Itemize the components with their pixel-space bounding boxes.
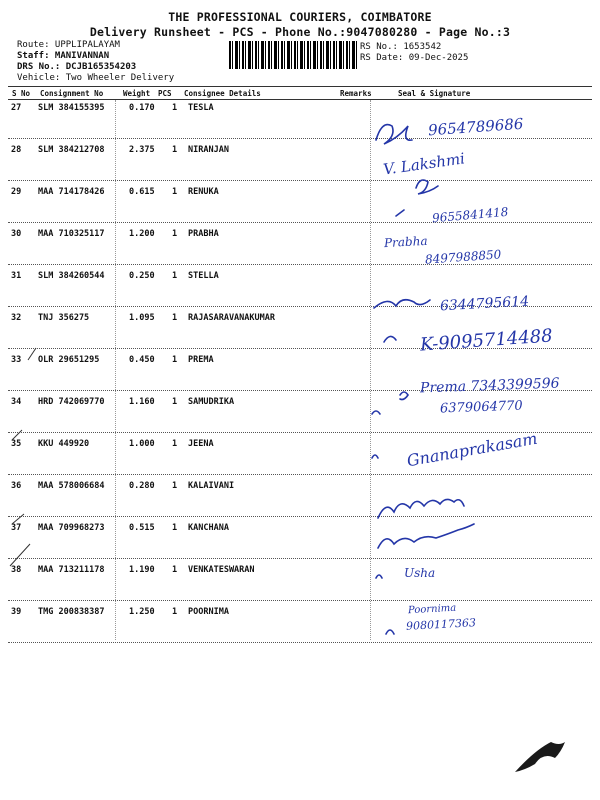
handwritten-phone: 9655841418 bbox=[431, 204, 509, 226]
signature-scribble bbox=[372, 455, 378, 458]
row-sno: 36 bbox=[11, 481, 22, 491]
column-header-weight: Weight bbox=[123, 89, 151, 98]
row-consignee: KANCHANA bbox=[188, 523, 229, 533]
tick-mark bbox=[28, 348, 36, 360]
row-pcs: 1 bbox=[172, 103, 178, 113]
row-pcs: 1 bbox=[172, 313, 178, 323]
row-consignee: KALAIVANI bbox=[188, 481, 235, 491]
signature-scribble bbox=[376, 575, 382, 578]
handwritten-name: V. Lakshmi bbox=[382, 149, 466, 179]
row-sno: 33 bbox=[11, 355, 22, 365]
signature-scribble bbox=[400, 392, 408, 400]
row-consignee: STELLA bbox=[188, 271, 219, 281]
handwritten-signature: Gnanaprakasam bbox=[405, 428, 539, 471]
vehicle-label: Vehicle: Two Wheeler Delivery bbox=[17, 73, 175, 83]
row-pcs: 1 bbox=[172, 523, 178, 533]
row-sno: 28 bbox=[11, 145, 22, 155]
row-consignment-no: TMG 200838387 bbox=[38, 607, 105, 617]
handwritten-phone: Prema 7343399596 bbox=[419, 375, 560, 397]
row-consignee: PRABHA bbox=[188, 229, 219, 239]
row-consignment-no: MAA 713211178 bbox=[38, 565, 105, 575]
row-sno: 32 bbox=[11, 313, 22, 323]
row-pcs: 1 bbox=[172, 565, 178, 575]
row-sno: 37 bbox=[11, 523, 22, 533]
row-weight: 2.375 bbox=[129, 145, 155, 155]
row-pcs: 1 bbox=[172, 397, 178, 407]
row-consignee: POORNIMA bbox=[188, 607, 229, 617]
row-weight: 0.280 bbox=[129, 481, 155, 491]
row-weight: 0.170 bbox=[129, 103, 155, 113]
row-consignment-no: MAA 578006684 bbox=[38, 481, 105, 491]
signature-scribble bbox=[386, 630, 394, 634]
handwritten-name: Poornima bbox=[407, 602, 457, 617]
row-pcs: 1 bbox=[172, 229, 178, 239]
row-pcs: 1 bbox=[172, 145, 178, 155]
signature-scribble bbox=[376, 125, 412, 144]
signature-scribble bbox=[372, 411, 380, 414]
row-consignment-no: SLM 384260544 bbox=[38, 271, 105, 281]
row-pcs: 1 bbox=[172, 481, 178, 491]
row-pcs: 1 bbox=[172, 607, 178, 617]
column-header-remarks: Remarks bbox=[340, 89, 372, 98]
row-weight: 0.250 bbox=[129, 271, 155, 281]
signature-scribble bbox=[416, 180, 438, 194]
signature-scribble bbox=[378, 524, 474, 548]
row-sno: 38 bbox=[11, 565, 22, 575]
handwritten-phone: 9080117363 bbox=[405, 616, 477, 633]
column-header-consignee: Consignee Details bbox=[184, 89, 261, 98]
row-consignment-no: MAA 709968273 bbox=[38, 523, 105, 533]
row-sno: 29 bbox=[11, 187, 22, 197]
rs-number: RS No.: 1653542 bbox=[360, 42, 442, 52]
route-label: Route: UPPLIPALAYAM bbox=[17, 40, 120, 50]
handwritten-phone: K-9095714488 bbox=[419, 325, 554, 356]
row-sno: 30 bbox=[11, 229, 22, 239]
row-weight: 1.200 bbox=[129, 229, 155, 239]
row-consignment-no: OLR 29651295 bbox=[38, 355, 100, 365]
drs-number: DRS No.: DCJB165354203 bbox=[17, 62, 137, 72]
staff-label: Staff: MANIVANNAN bbox=[17, 51, 110, 61]
handwritten-phone: 9654789686 bbox=[427, 114, 524, 140]
row-sno: 35 bbox=[11, 439, 22, 449]
handwritten-name: Usha bbox=[404, 566, 436, 580]
row-sno: 34 bbox=[11, 397, 22, 407]
row-weight: 1.095 bbox=[129, 313, 155, 323]
column-header-sno: S No bbox=[12, 89, 31, 98]
column-header-consignment: Consignment No bbox=[40, 89, 104, 98]
tick-mark bbox=[10, 544, 30, 566]
row-consignee: TESLA bbox=[188, 103, 214, 113]
ink-smudge bbox=[515, 742, 565, 772]
row-consignee: RAJASARAVANAKUMAR bbox=[188, 313, 275, 323]
tick-mark bbox=[12, 514, 24, 524]
row-consignee: SAMUDRIKA bbox=[188, 397, 235, 407]
row-consignment-no: SLM 384212708 bbox=[38, 145, 105, 155]
row-consignment-no: SLM 384155395 bbox=[38, 103, 105, 113]
row-sno: 31 bbox=[11, 271, 22, 281]
row-weight: 1.250 bbox=[129, 607, 155, 617]
handwritten-phone: 6379064770 bbox=[439, 398, 523, 417]
signature-scribble bbox=[384, 336, 396, 342]
handwritten-phone: 8497988850 bbox=[424, 247, 502, 267]
column-header-signature: Seal & Signature bbox=[398, 89, 471, 98]
row-consignment-no: MAA 710325117 bbox=[38, 229, 105, 239]
row-weight: 1.190 bbox=[129, 565, 155, 575]
row-pcs: 1 bbox=[172, 355, 178, 365]
row-sno: 39 bbox=[11, 607, 22, 617]
signature-scribble bbox=[374, 300, 430, 308]
row-consignee: JEENA bbox=[188, 439, 214, 449]
row-consignee: VENKATESWARAN bbox=[188, 565, 255, 575]
handwritten-name: Prabha bbox=[383, 233, 428, 251]
row-weight: 0.615 bbox=[129, 187, 155, 197]
handwritten-phone: 6344795614 bbox=[439, 293, 530, 315]
row-weight: 1.160 bbox=[129, 397, 155, 407]
row-pcs: 1 bbox=[172, 271, 178, 281]
runsheet-title: THE PROFESSIONAL COURIERS, COIMBATORE bbox=[168, 10, 432, 24]
row-weight: 1.000 bbox=[129, 439, 155, 449]
row-consignee: RENUKA bbox=[188, 187, 219, 197]
row-pcs: 1 bbox=[172, 187, 178, 197]
row-weight: 0.450 bbox=[129, 355, 155, 365]
column-header-pcs: PCS bbox=[158, 89, 172, 98]
row-consignee: PREMA bbox=[188, 355, 214, 365]
row-consignment-no: TNJ 356275 bbox=[38, 313, 90, 323]
row-sno: 27 bbox=[11, 103, 22, 113]
signature-scribble bbox=[396, 210, 404, 216]
tick-mark bbox=[12, 430, 22, 440]
row-consignment-no: MAA 714178426 bbox=[38, 187, 105, 197]
row-consignment-no: HRD 742069770 bbox=[38, 397, 105, 407]
row-consignment-no: KKU 449920 bbox=[38, 439, 90, 449]
row-consignee: NIRANJAN bbox=[188, 145, 229, 155]
runsheet-subtitle: Delivery Runsheet - PCS - Phone No.:9047080280 - Page No.:3 bbox=[89, 25, 511, 39]
rs-date: RS Date: 09-Dec-2025 bbox=[360, 53, 469, 63]
row-weight: 0.515 bbox=[129, 523, 155, 533]
row-pcs: 1 bbox=[172, 439, 178, 449]
signature-scribble bbox=[378, 499, 464, 518]
